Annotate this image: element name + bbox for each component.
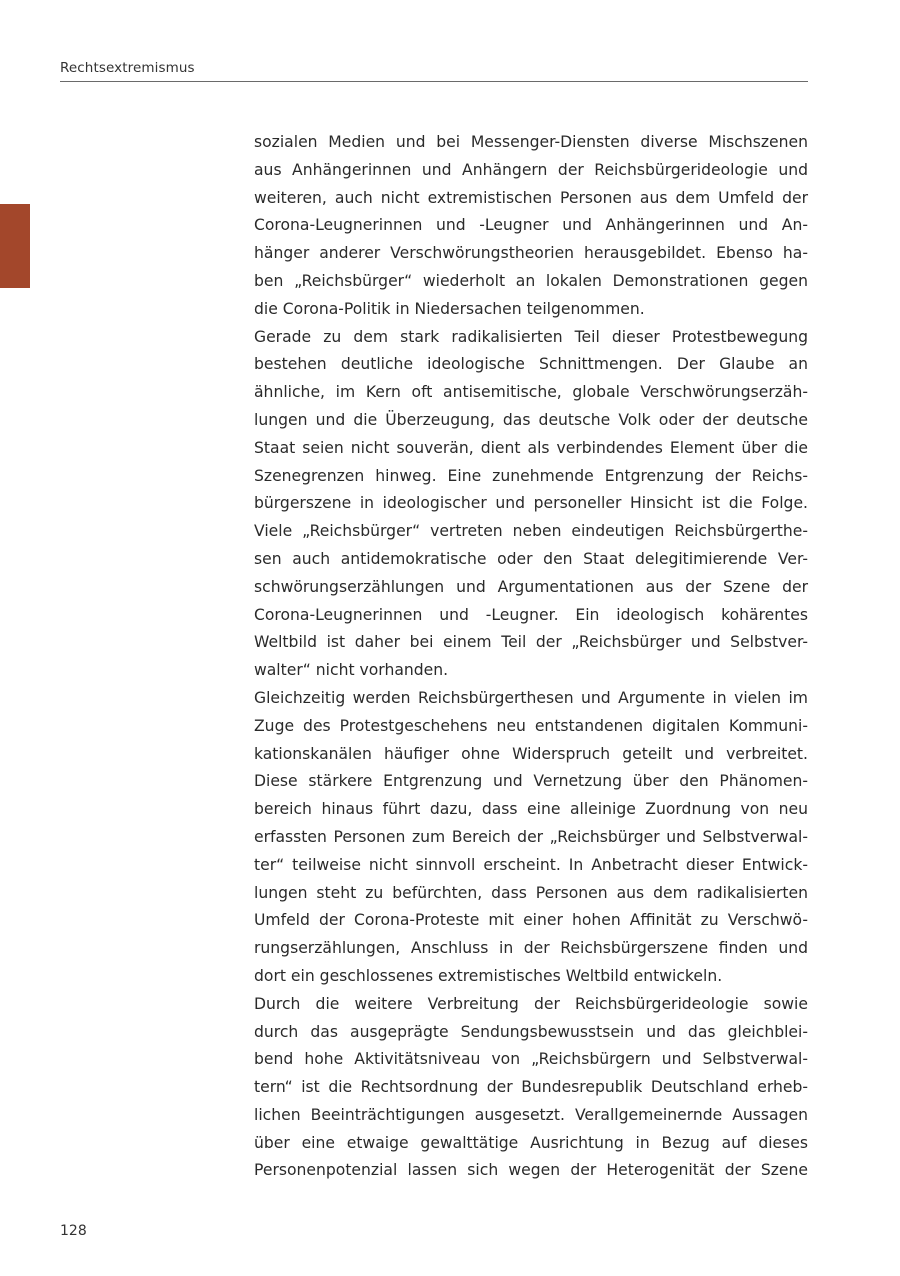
- text-line: erfassten Personen zum Bereich der „Reichsbürger und Selbstverwal-: [254, 827, 808, 846]
- text-line: kationskanälen häufiger ohne Widerspruch geteilt und verbreitet.: [254, 744, 808, 763]
- text-line: Gleichzeitig werden Reichsbürgerthesen und Argumente in vielen im: [254, 688, 808, 707]
- text-line: rungserzählungen, Anschluss in der Reichsbürgerszene finden und: [254, 939, 808, 958]
- text-line: Zuge des Protestgeschehens neu entstandenen digitalen Kommuni-: [254, 716, 808, 735]
- text-line: weiteren, auch nicht extremistischen Personen aus dem Umfeld der: [254, 188, 808, 207]
- text-line: sozialen Medien und bei Messenger-Diensten diverse Mischszenen: [254, 133, 808, 151]
- text-line: hänger anderer Verschwörungstheorien herausgebildet. Ebenso ha-: [254, 244, 808, 263]
- text-line: Staat seien nicht souverän, dient als verbindendes Element über die: [254, 438, 808, 457]
- text-line: dort ein geschlossenes extremistisches Weltbild entwickeln.: [254, 966, 723, 985]
- text-line: durch das ausgeprägte Sendungsbewusstsein und das gleichblei-: [254, 1022, 808, 1041]
- text-line: aus Anhängerinnen und Anhängern der Reichsbürgerideologie und: [254, 160, 808, 179]
- text-line: bestehen deutliche ideologische Schnittmengen. Der Glaube an: [254, 355, 808, 374]
- text-line: Diese stärkere Entgrenzung und Vernetzung über den Phänomen-: [254, 772, 808, 791]
- text-line: Durch die weitere Verbreitung der Reichsbürgerideologie sowie: [254, 994, 808, 1013]
- text-line: tern“ ist die Rechtsordnung der Bundesrepublik Deutschland erheb-: [254, 1078, 808, 1097]
- text-line: bereich hinaus führt dazu, dass eine alleinige Zuordnung von neu: [254, 800, 808, 819]
- text-line: ter“ teilweise nicht sinnvoll erscheint. In Anbetracht dieser Entwick-: [254, 855, 808, 874]
- text-line: schwörungserzählungen und Argumentationen aus der Szene der: [254, 577, 808, 596]
- header-divider: [60, 81, 808, 82]
- text-line: Weltbild ist daher bei einem Teil der „Reichsbürger und Selbstver-: [254, 633, 808, 652]
- text-line: lichen Beeinträchtigungen ausgesetzt. Verallgemeinernde Aussagen: [254, 1105, 808, 1124]
- running-header-title: Rechtsextremismus: [60, 60, 195, 76]
- text-line: Gerade zu dem stark radikalisierten Teil dieser Protestbewegung: [254, 327, 808, 346]
- text-line: Corona-Leugnerinnen und -Leugner. Ein ideologisch kohärentes: [254, 605, 808, 624]
- text-line: Szenegrenzen hinweg. Eine zunehmende Entgrenzung der Reichs-: [254, 466, 808, 485]
- text-line: Umfeld der Corona-Proteste mit einer hohen Affinität zu Verschwö-: [254, 911, 808, 930]
- text-line: die Corona-Politik in Niedersachen teilgenommen.: [254, 299, 645, 318]
- text-line: ähnliche, im Kern oft antisemitische, globale Verschwörungserzäh-: [254, 383, 808, 402]
- text-line: Viele „Reichsbürger“ vertreten neben eindeutigen Reichsbürgerthe-: [254, 522, 808, 541]
- page-number: 128: [60, 1223, 87, 1239]
- text-line: bürgerszene in ideologischer und personeller Hinsicht ist die Folge.: [254, 494, 808, 513]
- text-line: lungen steht zu befürchten, dass Personen aus dem radikalisierten: [254, 883, 808, 902]
- text-line: bend hohe Aktivitätsniveau von „Reichsbürgern und Selbstverwal-: [254, 1050, 808, 1069]
- text-line: über eine etwaige gewalttätige Ausrichtung in Bezug auf dieses: [254, 1133, 808, 1152]
- text-line: ben „Reichsbürger“ wiederholt an lokalen Demonstrationen gegen: [254, 271, 808, 290]
- text-line: lungen und die Überzeugung, das deutsche Volk oder der deutsche: [254, 410, 808, 429]
- text-line: sen auch antidemokratische oder den Staat delegitimierende Ver-: [254, 549, 808, 568]
- body-text: [254, 129, 808, 1185]
- text-line: walter“ nicht vorhanden.: [254, 661, 449, 680]
- text-line: Corona-Leugnerinnen und -Leugner und Anhängerinnen und An-: [254, 216, 808, 235]
- text-line: Personenpotenzial lassen sich wegen der Heterogenität der Szene: [254, 1161, 808, 1180]
- chapter-marker-tab: [0, 204, 30, 288]
